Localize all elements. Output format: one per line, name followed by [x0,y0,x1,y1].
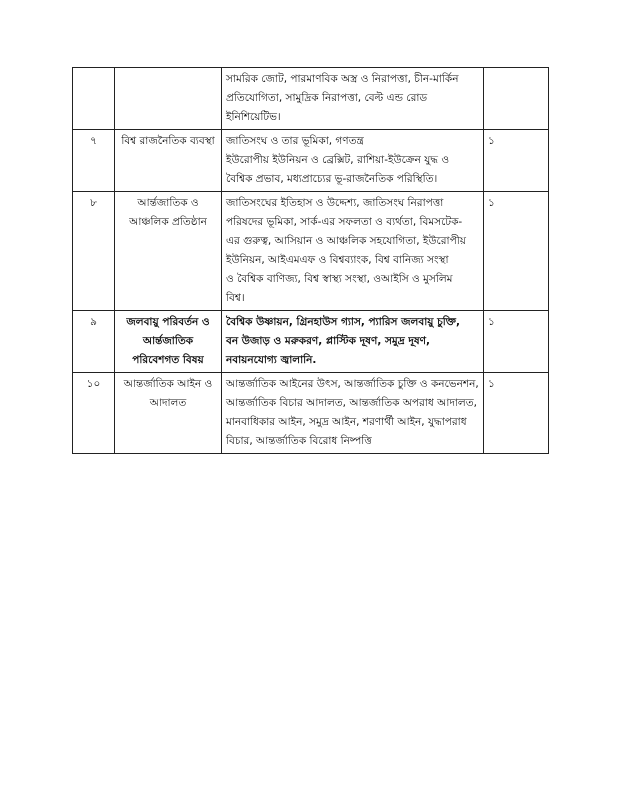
content-line: বিচার, আন্তর্জাতিক বিরোধ নিষ্পত্তি [226,435,372,447]
content-line: ইউরোপীয় ইউনিয়ন ও ব্রেক্সিট, রাশিয়া-ইউক্রেন যুদ্ধ ও [226,154,450,166]
content-line: ইনিশিয়েটিভ। [226,111,281,123]
serial-cell: ৭ [73,130,115,192]
table-row [73,311,549,373]
mark-cell: ১ [484,130,549,192]
topic-cell: আর্ন্তজাতিক ও আঞ্চলিক প্রতিষ্ঠান [115,192,222,311]
table-row [73,373,549,454]
content-line: বন উজাড় ও মরুকরণ, প্লাস্টিক দূষণ, সমুদ্র দূষণ, [226,335,431,347]
table-row [73,68,549,130]
content-cell [222,130,484,192]
syllabus-table [72,67,549,454]
content-line: বিশ্ব। [226,292,245,304]
mark-cell [484,68,549,130]
content-line: আন্তর্জাতিক আইনের উৎস, আন্তর্জাতিক চুক্তি ও কনভেনশন, [226,378,479,390]
topic-cell: আন্তর্জাতিক আইন ও আদালত [115,373,222,454]
content-line: মানবাধিকার আইন, সমুদ্র আইন, শরণার্থী আইন, যুদ্ধাপরাধ [226,416,467,428]
topic-cell: জলবায়ু পরিবর্তন ও আর্ন্তজাতিক পরিবেশগত বিষয় [115,311,222,373]
serial-cell: ৯ [73,311,115,373]
syllabus-table-body [73,68,549,454]
content-cell [222,311,484,373]
serial-cell: ৮ [73,192,115,311]
content-line: আন্তর্জাতিক বিচার আদালত, আন্তর্জাতিক অপরাধ আদালত, [226,397,477,409]
content-line: বৈশ্বিক প্রভাব, মধ্যপ্রাচ্যের ভূ-রাজনৈতিক পরিস্থিতি। [226,173,438,185]
topic-cell [115,68,222,130]
content-cell [222,192,484,311]
mark-cell: ১ [484,311,549,373]
content-line: জাতিসংঘের ইতিহাস ও উদ্দেশ্য, জাতিসংঘ নিরাপত্তা [226,197,444,209]
topic-cell: বিশ্ব রাজনৈতিক ব্যবস্থা [115,130,222,192]
serial-cell [73,68,115,130]
content-line: ও বৈশ্বিক বাণিজ্য, বিশ্ব স্বাস্থ্য সংস্থা, ওআইসি ও মুসলিম [226,273,453,285]
content-line: সামরিক জোট, পারমাণবিক অস্ত্র ও নিরাপত্তা, চীন-মার্কিন [226,73,459,85]
serial-cell: ১০ [73,373,115,454]
mark-cell: ১ [484,373,549,454]
content-line: এর গুরুত্ব, আসিয়ান ও আঞ্চলিক সহযোগিতা, ইউরোপীয় [226,235,466,247]
content-cell [222,373,484,454]
table-row [73,192,549,311]
content-line: নবায়নযোগ্য জ্বালানি. [226,354,317,366]
content-line: ইউনিয়ন, আইএমএফ ও বিশ্বব্যাংক, বিশ্ব বানিজ্য সংস্থা [226,254,449,266]
mark-cell: ১ [484,192,549,311]
table-row [73,130,549,192]
content-line: প্রতিযোগিতা, সামুদ্রিক নিরাপত্তা, বেল্ট এন্ড রোড [226,92,428,104]
content-line: বৈশ্বিক উষ্ণায়ন, গ্রিনহাউস গ্যাস, প্যারিস জলবায়ু চুক্তি, [226,316,460,328]
content-cell [222,68,484,130]
content-line: পরিষদের ভূমিকা, সার্ক-এর সফলতা ও ব্যর্থতা, বিমসটেক- [226,216,463,228]
content-line: জাতিসংঘ ও তার ভূমিকা, গণতন্ত্র [226,135,364,147]
